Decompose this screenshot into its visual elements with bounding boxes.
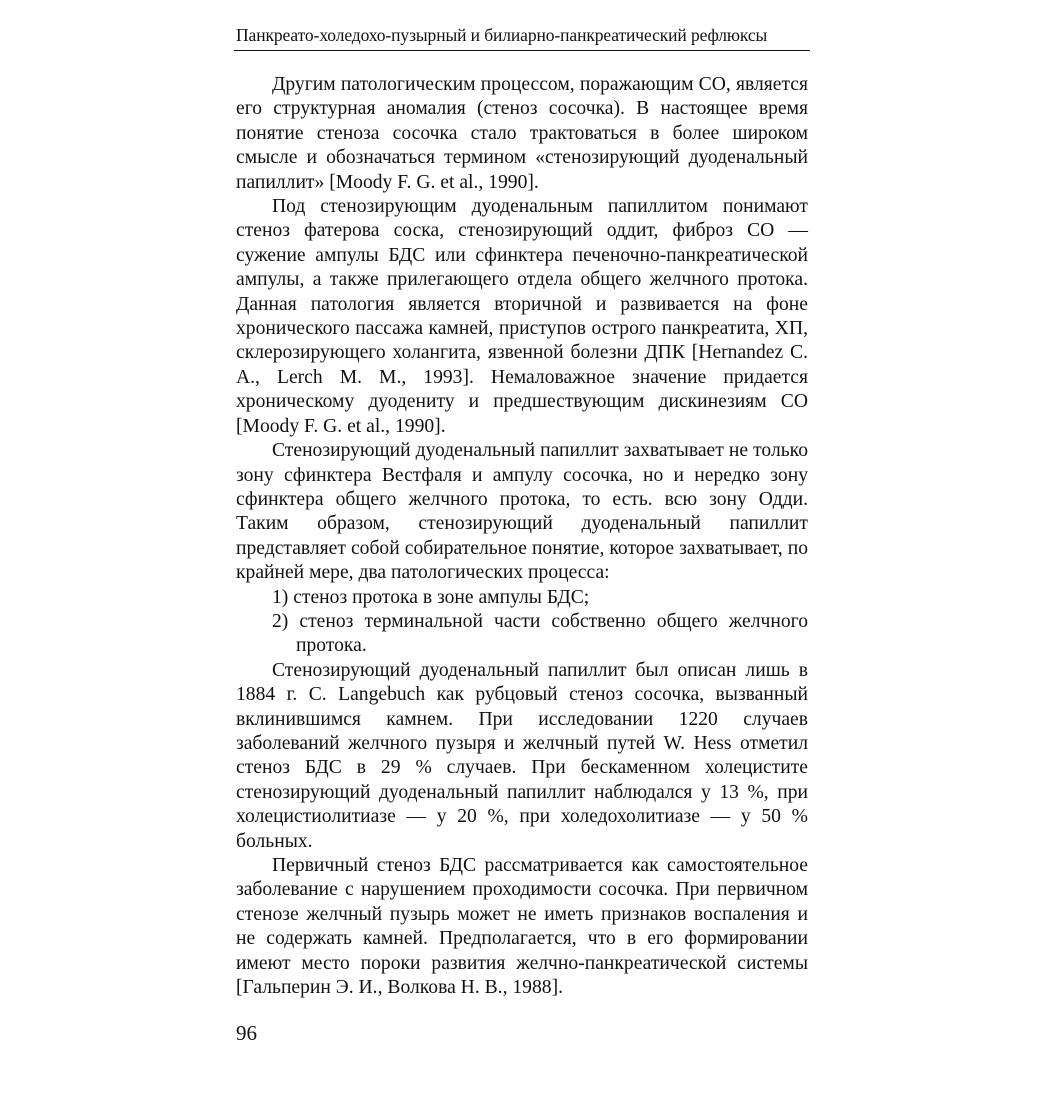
list-item: 2) стеноз терминальной части собственно общего желчного протока. (272, 610, 808, 657)
paragraph: Стенозирующий дуоденальный папиллит был описан лишь в 1884 г. C. Langebuch как рубцовый стеноз сосочка, вызванный вклинившимся камнем. При исследовании 1220 случаев заболеваний желчного пузыря и желчный путей W. Hess отметил стеноз БДС в 29 % случаев. При бескаменном холецистите стенозирующий дуоденальный папиллит наблюдался у 13 %, при холецистиолитиазе — у 20 %, при холедохолитиазе — у 50 % больных. (236, 659, 808, 852)
paragraph: Под стенозирующим дуоденальным папиллитом понимают стеноз фатерова соска, стенозирующий оддит, фиброз СО — сужение ампулы БДС или сфинктера печеночно-панкреатической ампулы, а также прилегающего отдела общего желчного протока. Данная патология является вторичной и развивается на фоне хронического пассажа камней, приступов острого панкреатита, ХП, склерозирующего холангита, язвенной болезни ДПК [Hernandez C. A., Lerch M. M., 1993]. Немаловажное значение придается хроническому дуодениту и предшествующим дискинезиям СО [Moody F. G. et al., 1990]. (236, 196, 808, 437)
list-item: 1) стеноз протока в зоне ампулы БДС; (272, 586, 590, 608)
paragraph: Первичный стеноз БДС рассматривается как самостоятельное заболевание с нарушением проходимости сосочка. При первичном стенозе желчный пузырь может не иметь признаков воспаления и не содержать камней. Предполагается, что в его формировании имеют место пороки развития желчно-панкреатической системы [Гальперин Э. И., Волкова Н. В., 1988]. (236, 855, 808, 999)
page-number: 96 (236, 1021, 257, 1045)
header-rule (234, 50, 810, 51)
body-text (236, 73, 808, 1000)
paragraph: Другим патологическим процессом, поражающим СО, является его структурная аномалия (стеноз сосочка). В настоящее время понятие стеноза сосочка стало трактоваться в более широком смысле и обозначаться термином «стенозирующий дуоденальный папиллит» [Moody F. G. et al., 1990]. (236, 74, 808, 193)
running-header: Панкреато-холедохо-пузырный и билиарно-панкреатический рефлюксы (236, 25, 768, 45)
paragraph: Стенозирующий дуоденальный папиллит захватывает не только зону сфинктера Вестфаля и ампулу сосочка, но и нередко зону сфинктера общего желчного протока, то есть. всю зону Одди. Таким образом, стенозирующий дуоденальный папиллит представляет собой собирательное понятие, которое захватывает, по крайней мере, два патологических процесса: (236, 440, 808, 584)
